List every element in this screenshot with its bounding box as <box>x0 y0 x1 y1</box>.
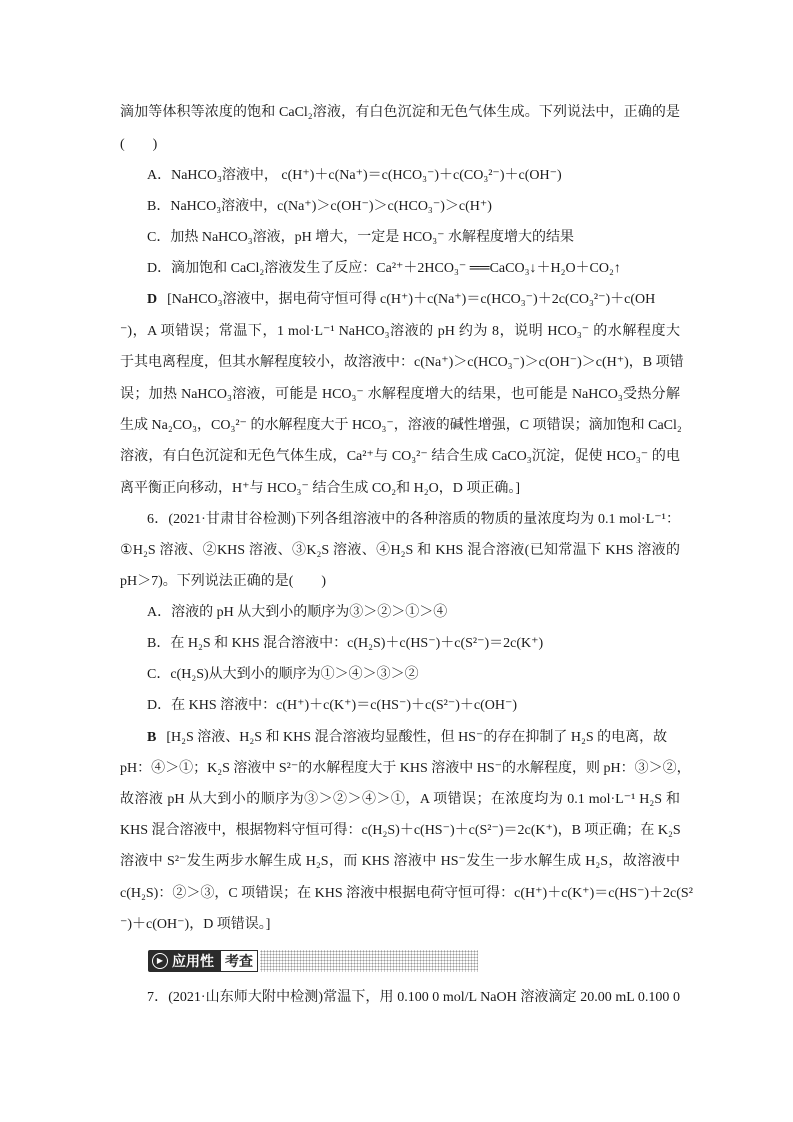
play-icon: ▶ <box>152 953 168 969</box>
option-c: C．c(H₂S)从大到小的顺序为①＞④＞③＞② <box>147 667 419 682</box>
explanation-line: 故溶液 pH 从大到小的顺序为③＞②＞④＞①，A 项错误；在浓度均为 0.1 mol·L⁻¹ H₂S 和 <box>120 792 680 807</box>
answer-blank: ( ) <box>120 137 158 152</box>
section-banner <box>148 950 478 972</box>
explanation-line: 溶液，有白色沉淀和无色气体生成，Ca²⁺与 CO₃²⁻ 结合生成 CaCO₃沉淀，促使 HCO₃⁻ 的电 <box>120 449 680 464</box>
explanation-line: pH：④＞①；K₂S 溶液中 S²⁻的水解程度大于 KHS 溶液中 HS⁻的水解程度，则 pH：③＞②， <box>120 761 691 776</box>
explanation-line: 误；加热 NaHCO₃溶液，可能是 HCO₃⁻ 水解程度增大的结果，也可能是 NaHCO₃受热分解 <box>120 387 680 402</box>
text-line: 滴加等体积等浓度的饱和 CaCl₂溶液，有白色沉淀和无色气体生成。下列说法中，正确的是 <box>120 105 680 120</box>
explanation-line <box>147 290 680 310</box>
explanation-line: c(H₂S)：②＞③，C 项错误；在 KHS 溶液中根据电荷守恒可得：c(H⁺)＋c(K⁺)＝c(HS⁻)＋2c(S² <box>120 886 693 901</box>
explanation-line: ⁻)＋c(OH⁻)，D 项错误。] <box>120 917 271 932</box>
option-b: B．在 H₂S 和 KHS 混合溶液中：c(H₂S)＋c(HS⁻)＋c(S²⁻)＝2c(K⁺) <box>147 636 544 651</box>
dotted-rule <box>260 950 478 972</box>
option-a: A．溶液的 pH 从大到小的顺序为③＞②＞①＞④ <box>147 605 448 620</box>
option-d: D．滴加饱和 CaCl₂溶液发生了反应：Ca²⁺＋2HCO₃⁻ ══CaCO₃↓＋H₂O＋CO₂↑ <box>147 261 621 276</box>
question-6-stem: 6．(2021·甘肃甘谷检测)下列各组溶液中的各种溶质的物质的量浓度均为 0.1 mol·L⁻¹： <box>147 512 680 527</box>
explanation-line: 溶液中 S²⁻发生两步水解生成 H₂S，而 KHS 溶液中 HS⁻发生一步水解生成 H₂S，故溶液中 <box>120 854 680 869</box>
option-b: B．NaHCO₃溶液中，c(Na⁺)＞c(OH⁻)＞c(HCO₃⁻)＞c(H⁺) <box>147 199 492 214</box>
question-7-stem: 7．(2021·山东师大附中检测)常温下，用 0.100 0 mol/L NaOH 溶液滴定 20.00 mL 0.100 0 <box>147 990 680 1005</box>
explanation-text: [H₂S 溶液、H₂S 和 KHS 混合溶液均显酸性，但 HS⁻的存在抑制了 H₂S 的电离，故 <box>166 730 668 745</box>
explanation-line: 生成 Na₂CO₃，CO₃²⁻ 的水解程度大于 HCO₃⁻，溶液的碱性增强，C 项错误；滴加饱和 CaCl₂ <box>120 418 682 433</box>
option-c: C．加热 NaHCO₃溶液，pH 增大，一定是 HCO₃⁻ 水解程度增大的结果 <box>147 230 575 245</box>
section-banner-label: 应用性 <box>172 954 214 970</box>
explanation-line: KHS 混合溶液中，根据物料守恒可得：c(H₂S)＋c(HS⁻)＋c(S²⁻)＝2c(K⁺)，B 项正确；在 K₂S <box>120 823 681 838</box>
question-6-stem: ①H₂S 溶液、②KHS 溶液、③K₂S 溶液、④H₂S 和 KHS 混合溶液(已知常温下 KHS 溶液的 <box>120 543 680 558</box>
explanation-line: ⁻)，A 项错误；常温下，1 mol·L⁻¹ NaHCO₃溶液的 pH 约为 8，说明 HCO₃⁻ 的水解程度大 <box>120 324 680 339</box>
explanation-line: 于其电离程度，但其水解程度较小，故溶液中：c(Na⁺)＞c(HCO₃⁻)＞c(OH⁻)＞c(H⁺)，B 项错 <box>120 355 684 370</box>
explanation-text: [NaHCO₃溶液中，据电荷守恒可得 c(H⁺)＋c(Na⁺)＝c(HCO₃⁻)＋2c(CO₃²⁻)＋c(OH <box>167 292 656 307</box>
option-d: D．在 KHS 溶液中：c(H⁺)＋c(K⁺)＝c(HS⁻)＋c(S²⁻)＋c(OH⁻) <box>147 698 518 713</box>
explanation-line <box>147 728 680 748</box>
question-6-stem: pH＞7)。下列说法正确的是( ) <box>120 574 327 589</box>
section-banner-main <box>148 950 220 972</box>
option-a: A．NaHCO₃溶液中， c(H⁺)＋c(Na⁺)＝c(HCO₃⁻)＋c(CO₃²⁻)＋c(OH⁻) <box>147 168 562 183</box>
explanation-line: 离平衡正向移动，H⁺与 HCO₃⁻ 结合生成 CO₂和 H₂O，D 项正确。] <box>120 481 521 496</box>
answer-letter: D <box>147 292 158 307</box>
section-banner-sublabel: 考查 <box>220 950 258 972</box>
answer-letter: B <box>147 730 157 745</box>
